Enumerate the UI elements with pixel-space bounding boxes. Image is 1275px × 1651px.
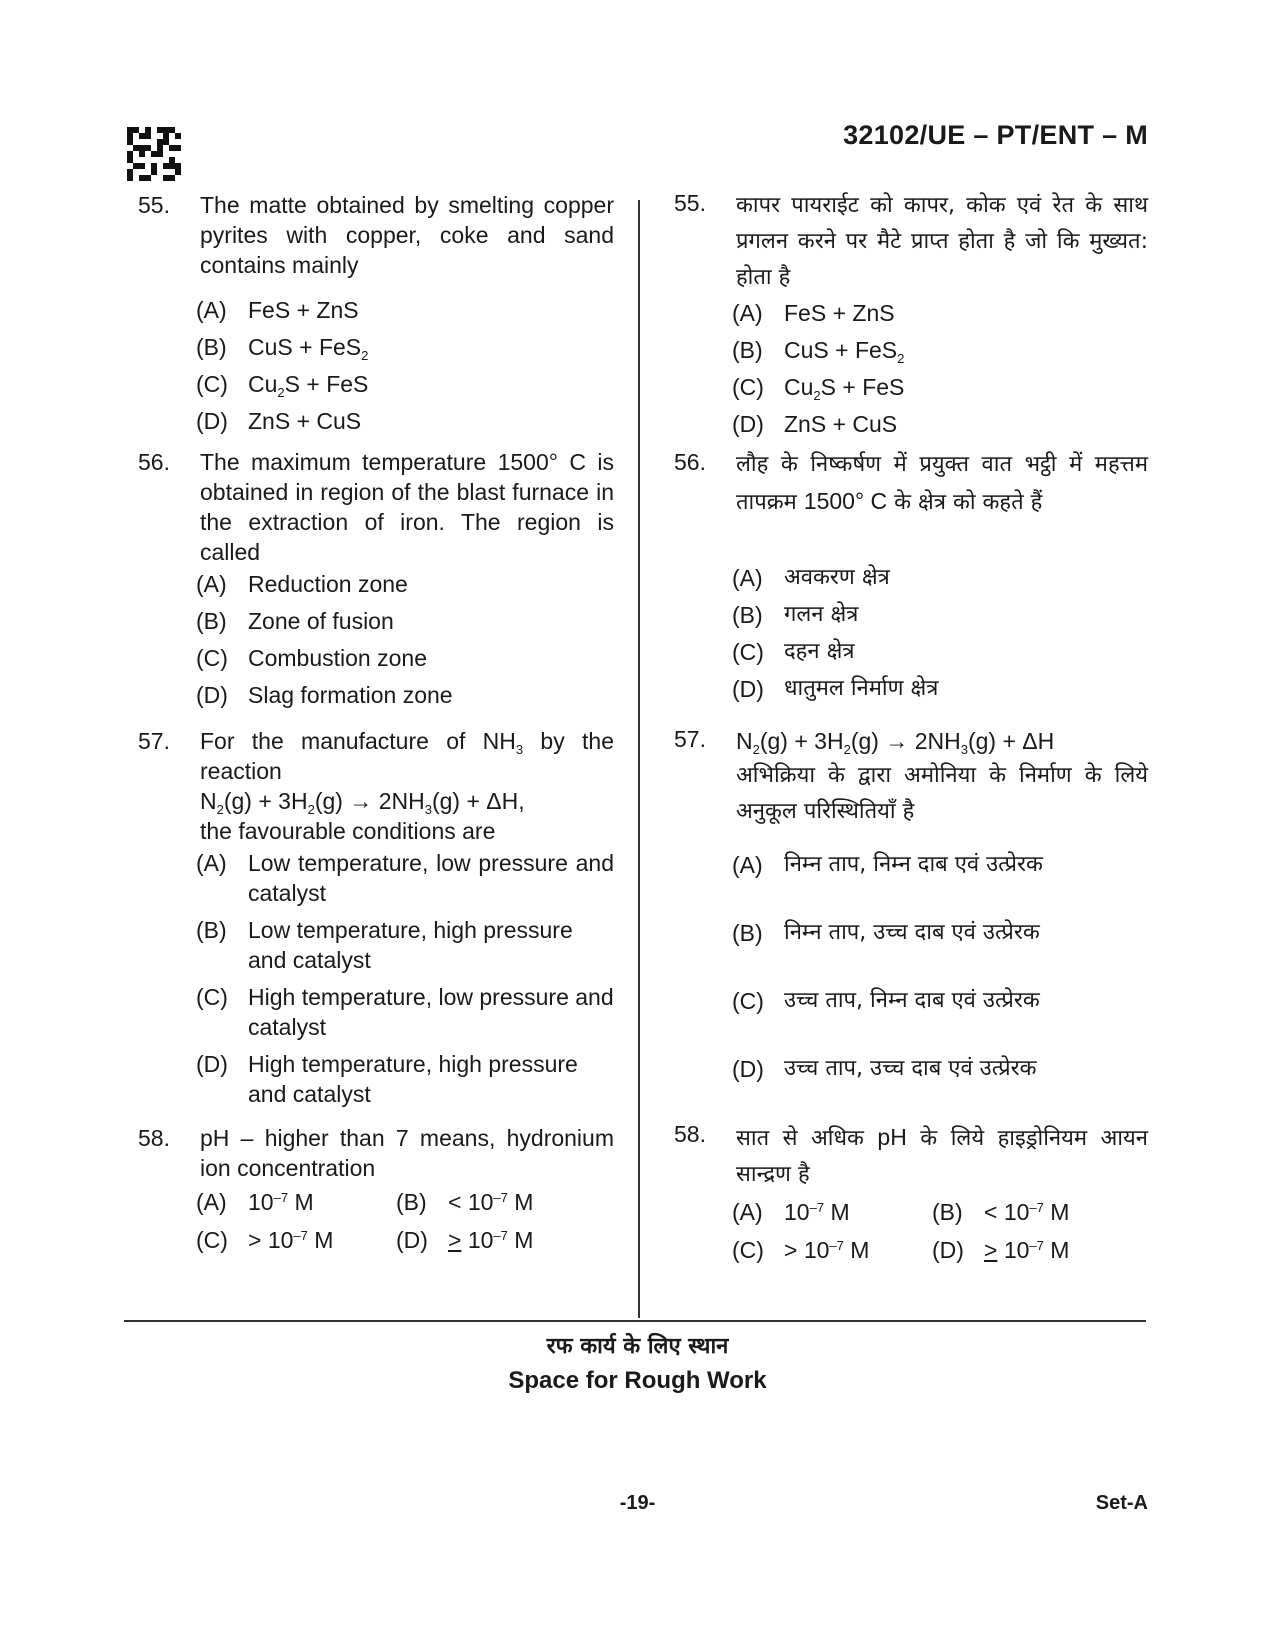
reaction-equation: $N_2(g) + 3H_2(g) \to 2NH_3(g) + \Delta H$,: [200, 788, 525, 817]
option-c: (C) Combustion zone: [196, 645, 427, 671]
option-c: (C) उच्च ताप, निम्न दाब एवं उत्प्रेरक: [732, 988, 1040, 1014]
question-56: [138, 447, 614, 717]
option-a: (A) $10^{-7}$ M: [196, 1189, 314, 1215]
option-a: (A) FeS + ZnS: [196, 297, 359, 323]
option-d: (D) Slag formation zone: [196, 682, 453, 708]
question-number: 55.: [674, 190, 706, 216]
set-label: Set-A: [1095, 1492, 1148, 1514]
option-c: (C) $Cu_2S$ + FeS: [196, 371, 369, 400]
question-number: 58.: [674, 1121, 706, 1147]
question-text: pH – higher than 7 means, hydronium ion concentration: [200, 1125, 614, 1181]
question-number: 56.: [674, 449, 706, 475]
option-c: (C) > $10^{-7}$ M: [196, 1227, 334, 1253]
question-56-hindi: [674, 447, 1148, 711]
option-b: (B) Zone of fusion: [196, 608, 394, 634]
option-b: (B) Low temperature, high pressure and catalyst: [196, 917, 573, 973]
question-57: [138, 726, 614, 1116]
option-d: (D) उच्च ताप, उच्च दाब एवं उत्प्रेरक: [732, 1056, 1037, 1082]
question-text: सात से अधिक pH के लिये हाइड्रोनियम आयन सान्द्रण है: [736, 1124, 1148, 1187]
rough-work-english: Space for Rough Work: [508, 1367, 767, 1394]
option-d: (D) ZnS + CuS: [196, 408, 362, 434]
option-b: (B) < $10^{-7}$ M: [932, 1199, 1070, 1225]
option-c: (C) $Cu_2S$ + FeS: [732, 374, 905, 403]
question-55: [138, 190, 614, 443]
option-b: (B) गलन क्षेत्र: [732, 602, 859, 628]
bottom-rule: [124, 1320, 1146, 1322]
option-d: (D) High temperature, high pressure and catalyst: [196, 1051, 578, 1107]
option-d: (D) > $10^{-7}$ M: [396, 1227, 534, 1253]
qr-code: [127, 127, 181, 181]
reaction-equation: $N_2(g) + 3H_2(g) \to 2NH_3(g) + \Delta H$: [736, 728, 1055, 757]
question-text: कापर पायराईट को कापर, कोक एवं रेत के साथ प्रगलन करने पर मैटे प्राप्त होता है जो कि मुख्यत: होता है: [736, 193, 1148, 290]
question-number: 57.: [674, 726, 706, 752]
question-text: $N_2(g) + 3H_2(g) \to 2NH_3(g) + \Delta H$ अभिक्रिया के द्वारा अमोनिया के निर्माण के लिये अनुकूल परिस्थितियाँ है: [736, 724, 1148, 830]
question-57-hindi: [674, 724, 1148, 1091]
question-text: The matte obtained by smelting copper pyrites with copper, coke and sand contains mainly: [200, 192, 614, 278]
option-c: (C) > $10^{-7}$ M: [732, 1237, 870, 1263]
question-58-hindi: [674, 1119, 1148, 1265]
question-text: For the manufacture of $NH_3$ by the reaction $N_2(g) + 3H_2(g) \to 2NH_3(g) + \Delta H$, the favourable conditions are: [200, 728, 614, 844]
question-number: 56.: [138, 449, 170, 475]
option-b: (B) CuS + FeS$_2$: [732, 337, 905, 366]
option-d: (D) > $10^{-7}$ M: [932, 1237, 1070, 1263]
page-number: -19-: [619, 1492, 656, 1514]
question-number: 58.: [138, 1125, 170, 1151]
question-55-hindi: [674, 188, 1148, 446]
option-b: (B) CuS + FeS$_2$: [196, 334, 369, 363]
option-a: (A) $10^{-7}$ M: [732, 1199, 850, 1225]
option-b: (B) < $10^{-7}$ M: [396, 1189, 534, 1215]
option-b: (B) निम्न ताप, उच्च दाब एवं उत्प्रेरक: [732, 920, 1040, 946]
paper-code: 32102/UE – PT/ENT – M: [843, 120, 1148, 150]
question-number: 55.: [138, 192, 170, 218]
option-c: (C) High temperature, low pressure and catalyst: [196, 984, 614, 1040]
question-text: The maximum temperature 1500° C is obtained in region of the blast furnace in the extraction of iron. The region is called: [200, 449, 614, 565]
option-d: (D) धातुमल निर्माण क्षेत्र: [732, 676, 939, 702]
option-d: (D) ZnS + CuS: [732, 411, 898, 437]
question-58: [138, 1123, 614, 1255]
question-number: 57.: [138, 728, 170, 754]
rough-work-hindi: रफ कार्य के लिए स्थान: [546, 1334, 729, 1359]
option-a: (A) अवकरण क्षेत्र: [732, 565, 890, 591]
column-divider: [638, 200, 640, 1318]
option-c: (C) दहन क्षेत्र: [732, 639, 855, 665]
option-a: (A) निम्न ताप, निम्न दाब एवं उत्प्रेरक: [732, 852, 1043, 878]
question-text: लौह के निष्कर्षण में प्रयुक्त वात भट्ठी में महत्तम तापक्रम 1500° C के क्षेत्र को कहते हैं: [736, 452, 1148, 515]
option-a: (A) Low temperature, low pressure and catalyst: [196, 850, 614, 906]
option-a: (A) Reduction zone: [196, 571, 408, 597]
option-a: (A) FeS + ZnS: [732, 300, 895, 326]
